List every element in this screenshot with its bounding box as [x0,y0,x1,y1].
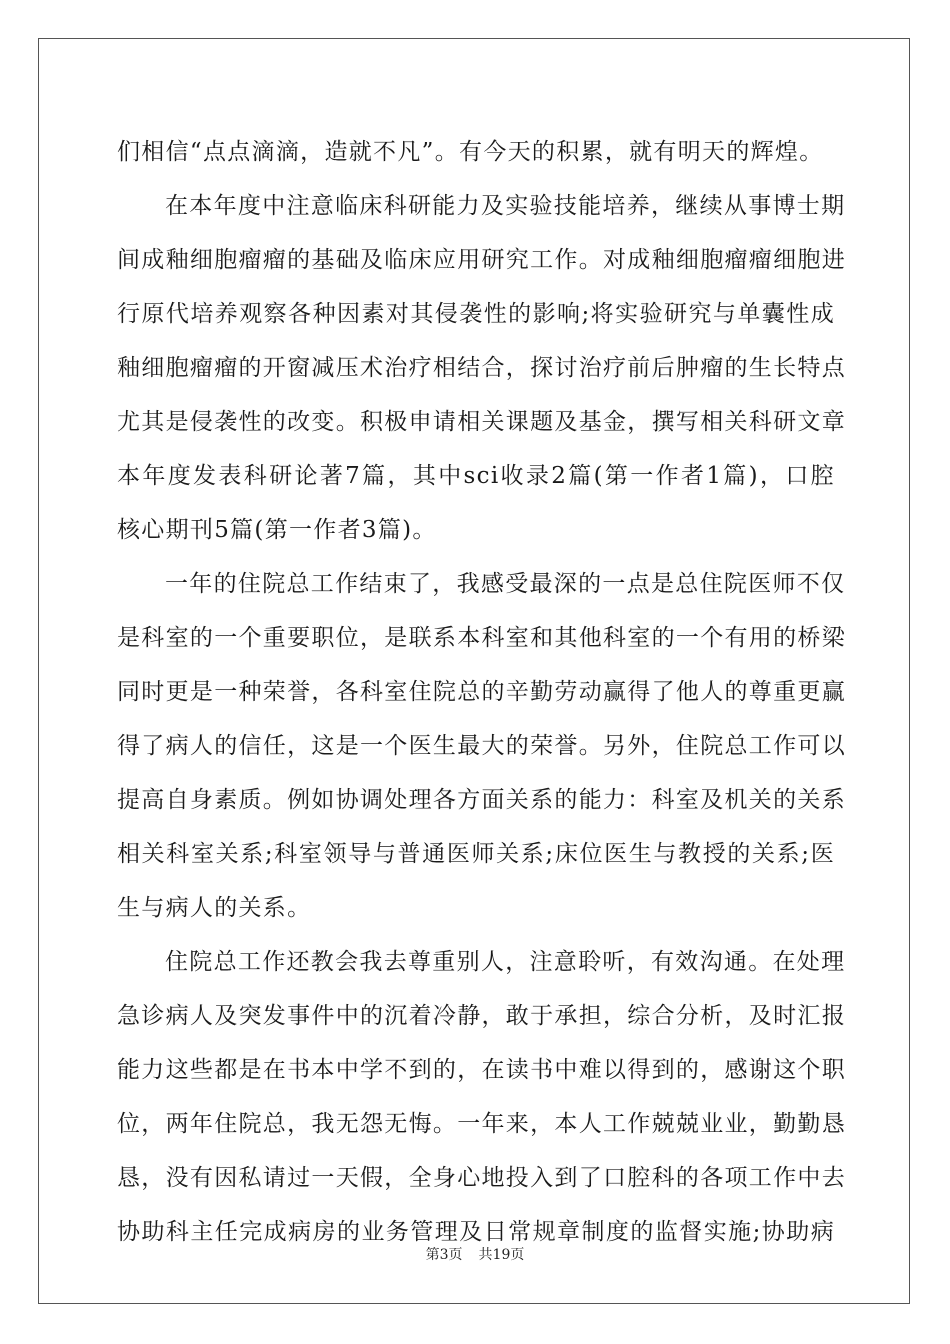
paragraph-end-line: 核心期刊5篇(第一作者3篇)。 [117,517,437,543]
paragraph-end-line: 生与病人的关系。 [117,895,312,921]
paragraph-start-line: 一年的住院总工作结束了，我感受最深的一点是总住院医师不仅 [165,571,846,597]
page-number: 第3页 [425,1247,463,1263]
text-line: 间成釉细胞瘤瘤的基础及临床应用研究工作。对成釉细胞瘤瘤细胞进 [117,247,846,273]
text-line: 尤其是侵袭性的改变。积极申请相关课题及基金，撰写相关科研文章 [117,409,846,435]
paragraph-start-line: 在本年度中注意临床科研能力及实验技能培养，继续从事博士期 [165,193,846,219]
text-line: 协助科主任完成病房的业务管理及日常规章制度的监督实施;协助病 [117,1219,835,1245]
text-line: 提高自身素质。例如协调处理各方面关系的能力：科室及机关的关系 [117,787,846,813]
document-body [117,125,846,1259]
text-line: 相关科室关系;科室领导与普通医师关系;床位医生与教授的关系;医 [117,841,835,867]
text-line: 们相信“点点滴滴，造就不凡”。有今天的积累，就有明天的辉煌。 [117,139,824,165]
text-line: 同时更是一种荣誉，各科室住院总的辛勤劳动赢得了他人的尊重更赢 [117,679,846,705]
text-line: 急诊病人及突发事件中的沉着冷静，敢于承担，综合分析，及时汇报 [117,1003,846,1029]
text-line: 能力这些都是在书本中学不到的，在读书中难以得到的，感谢这个职 [117,1057,846,1083]
page-total: 共19页 [478,1247,525,1263]
paragraph-start-line: 住院总工作还教会我去尊重别人，注意聆听，有效沟通。在处理 [165,949,846,975]
text-line: 是科室的一个重要职位，是联系本科室和其他科室的一个有用的桥梁 [117,625,846,651]
text-line: 行原代培养观察各种因素对其侵袭性的影响;将实验研究与单囊性成 [117,301,835,327]
page-footer [0,1245,950,1265]
text-line: 本年度发表科研论著7篇，其中sci收录2篇(第一作者1篇)，口腔 [117,463,835,489]
text-line: 位，两年住院总，我无怨无悔。一年来，本人工作兢兢业业，勤勤恳 [117,1111,846,1137]
text-line: 釉细胞瘤瘤的开窗减压术治疗相结合，探讨治疗前后肿瘤的生长特点 [117,355,846,381]
text-line: 恳，没有因私请过一天假，全身心地投入到了口腔科的各项工作中去 [117,1165,846,1191]
text-line: 得了病人的信任，这是一个医生最大的荣誉。另外，住院总工作可以 [117,733,846,759]
